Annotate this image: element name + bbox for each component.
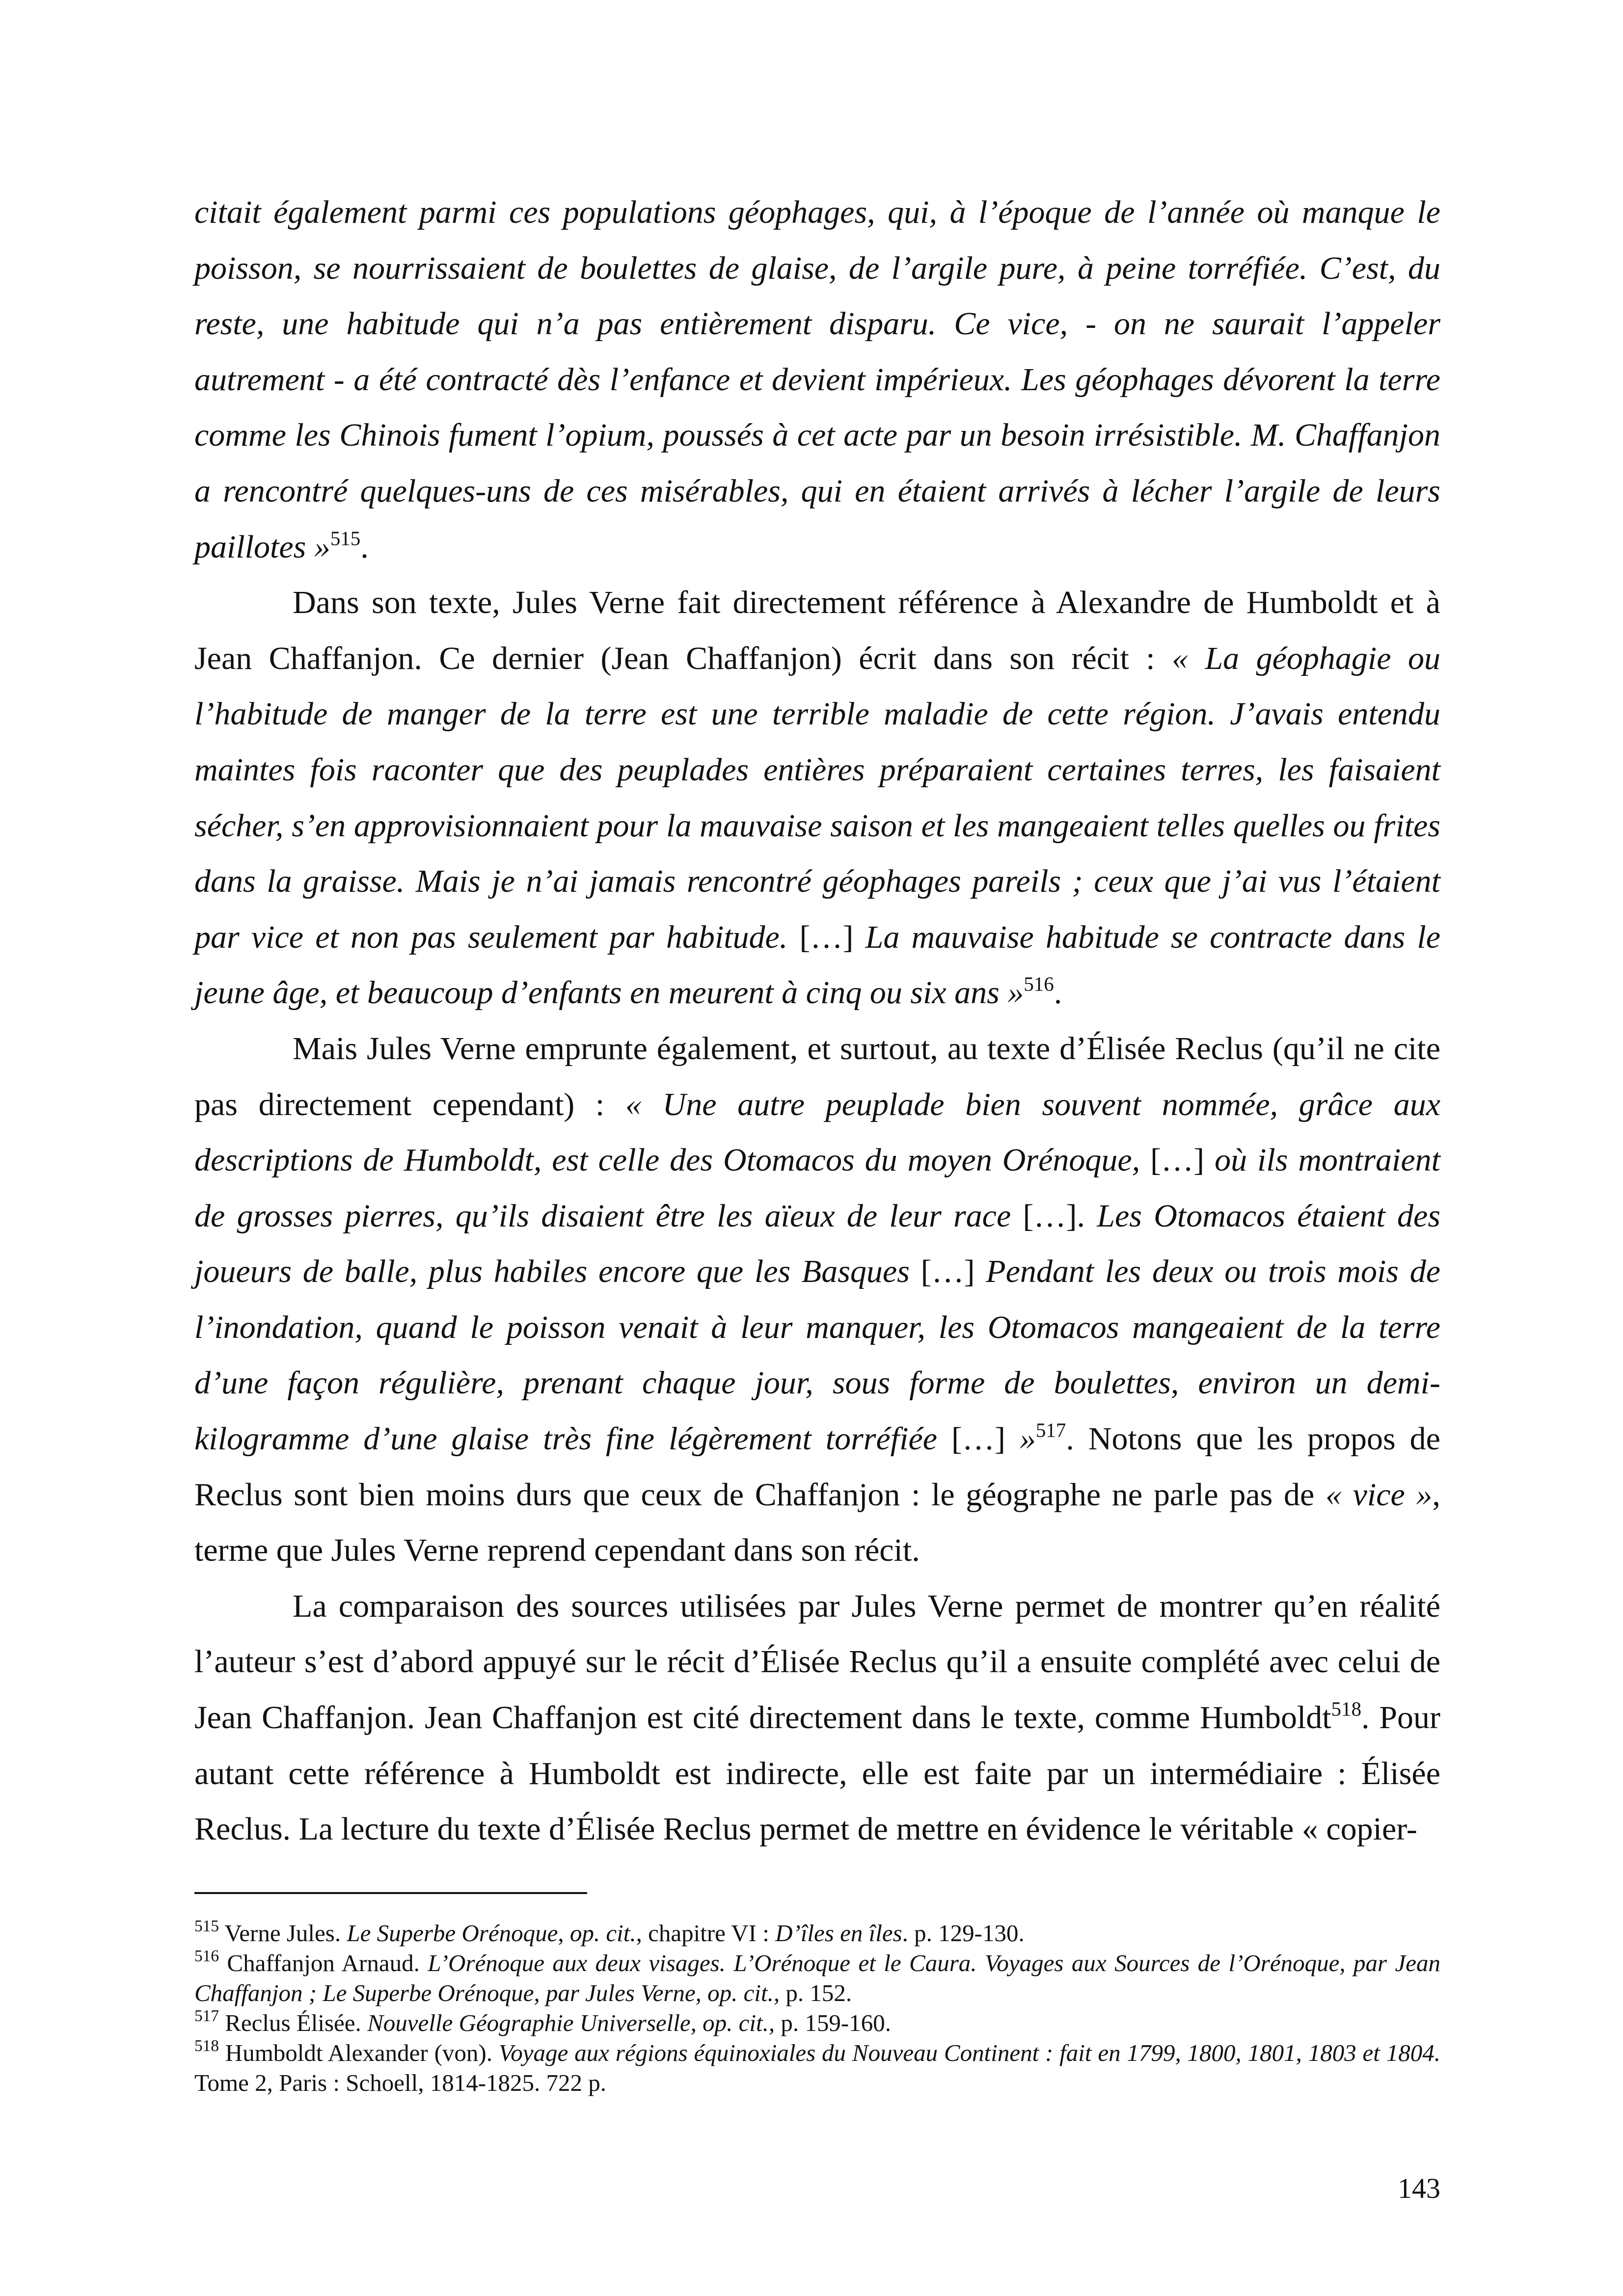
paragraph-2 (194, 575, 1440, 1021)
footnote-ref: 517 (194, 2007, 219, 2026)
footnote-515 (194, 1918, 1440, 1948)
text-run: p. 159-160. (775, 2009, 891, 2036)
body-text (194, 185, 1440, 1857)
italic-run: » (1019, 1421, 1036, 1457)
italic-run: « La géophagie ou l’habitude de manger de la terre est une terrible maladie de cette région. J’avais entendu maintes fois raconter que des peuplades entières préparaient certaines terres, les faisaient sécher, s’en approvisionnaient pour la mauvaise saison et les mangeaient telles quelles ou frites dans la graisse. Mais je n’ai jamais rencontré géophages pareils ; ceux que j’ai vus l’étaient par vice et non pas seulement par habitude. (194, 640, 1440, 955)
text-run: Reclus Élisée. (218, 2009, 368, 2036)
italic-run: L’Orénoque aux deux visages. L’Orénoque et le Caura. Voyages aux Sources de l’Orénoque, par Jean Chaffanjon ; Le Superbe Orénoque, par Jules Verne, op. cit., (194, 1949, 1440, 2006)
paragraph-4 (194, 1578, 1440, 1857)
footnote-ref: 516 (1024, 973, 1054, 995)
text-run: […] (937, 1421, 1020, 1457)
paragraph-3 (194, 1021, 1440, 1578)
text-run: , terme que Jules Verne reprend cependant dans son récit. (194, 1476, 1440, 1569)
text-run: , (558, 1920, 570, 1947)
text-run: […] (787, 919, 866, 955)
text-run: Humboldt Alexander (von). (218, 2039, 499, 2066)
footnote-ref: 515 (194, 1917, 219, 1936)
footnotes (194, 1918, 1440, 2098)
paragraph-1 (194, 185, 1440, 575)
text-run: Tome 2, Paris : Schoell, 1814-1825. 722 p. (194, 2069, 607, 2096)
footnote-ref: 518 (194, 2037, 219, 2056)
text-run: . (360, 529, 369, 565)
text-run: […] (909, 1254, 986, 1290)
italic-run: « Une autre peuplade bien souvent nommée, grâce aux descriptions de Humboldt, est celle des Otomacos du moyen Orénoque, (194, 1086, 1441, 1178)
page-number: 143 (1398, 2172, 1440, 2204)
text-run: . (1054, 975, 1062, 1011)
text-run: Verne Jules. (218, 1920, 347, 1947)
italic-run: « vice » (1325, 1476, 1433, 1513)
footnote-ref: 515 (330, 527, 361, 550)
text-run: […]. (1011, 1198, 1097, 1234)
footnote-ref: 516 (194, 1947, 219, 1966)
italic-run: La mauvaise habitude se contracte dans le jeune âge, et beaucoup d’enfants en meurent à cinq ou six ans » (194, 919, 1440, 1011)
italic-run: où ils montraient de grosses pierres, qu’ils disaient être les aïeux de leur race (194, 1142, 1440, 1234)
text-run: . Pour autant cette référence à Humboldt est indirecte, elle est faite par un intermédiaire : Élisée Reclus. La lecture du texte d’Élisée Reclus permet de mettre en évidence le véritable « copier- (194, 1700, 1440, 1847)
footnote-518 (194, 2038, 1440, 2098)
footnote-separator (194, 1892, 587, 1894)
italic-run: Voyage aux régions équinoxiales du Nouveau Continent : fait en 1799, 1800, 1801, 1803 et 1804. (498, 2039, 1440, 2066)
italic-run: citait également parmi ces populations géophages, qui, à l’époque de l’année où manque le poisson, se nourrissaient de boulettes de glaise, de l’argile pure, à peine torréfiée. C’est, du reste, une habitude qui n’a pas entièrement disparu. Ce vice, - on ne saurait l’appeler autrement - a été contracté dès l’enfance et devient impérieux. Les géophages dévorent la terre comme les Chinois fument l’opium, poussés à cet acte par un besoin irrésistible. M. Chaffanjon a rencontré quelques-uns de ces misérables, qui en étaient arrivés à lécher l’argile de leurs paillotes » (194, 194, 1440, 565)
italic-run: D’îles en îles (775, 1920, 902, 1947)
text-run: , chapitre VI : (636, 1920, 776, 1947)
text-run: p. 152. (780, 1979, 852, 2006)
text-run: . Notons que les propos de Reclus sont bien moins durs que ceux de Chaffanjon : le géographe ne parle pas de (194, 1421, 1440, 1513)
text-run: La comparaison des sources utilisées par Jules Verne permet de montrer qu’en réalité l’auteur s’est d’abord appuyé sur le récit d’Élisée Reclus qu’il a ensuite complété avec celui de Jean Chaffanjon. Jean Chaffanjon est cité directement dans le texte, comme Humboldt (194, 1588, 1440, 1736)
italic-run: op. cit. (569, 1920, 636, 1947)
footnote-516 (194, 1948, 1440, 2008)
italic-run: Pendant les deux ou trois mois de l’inondation, quand le poisson venait à leur manquer, les Otomacos mangeaient de la terre d’une façon régulière, prenant chaque jour, sous forme de boulettes, environ un demi-kilogramme d’une glaise très fine légèrement torréfiée (194, 1254, 1440, 1457)
footnote-517 (194, 2008, 1440, 2038)
italic-run: Le Superbe Orénoque (347, 1920, 558, 1947)
text-run: Mais Jules Verne emprunte également, et surtout, au texte d’Élisée Reclus (qu’il ne cite pas directement cependant) : (194, 1030, 1440, 1122)
text-run: Dans son texte, Jules Verne fait directement référence à Alexandre de Humboldt et à Jean Chaffanjon. Ce dernier (Jean Chaffanjon) écrit dans son récit : (194, 585, 1440, 676)
text-run: […] (1140, 1142, 1215, 1178)
text-run: Chaffanjon Arnaud. (218, 1949, 428, 1976)
italic-run: Nouvelle Géographie Universelle, op. cit., (367, 2009, 775, 2036)
text-run: . p. 129-130. (902, 1920, 1025, 1947)
footnote-ref: 517 (1035, 1419, 1066, 1442)
footnote-ref: 518 (1331, 1698, 1362, 1720)
italic-run: Les Otomacos étaient des joueurs de balle, plus habiles encore que les Basques (194, 1198, 1441, 1290)
